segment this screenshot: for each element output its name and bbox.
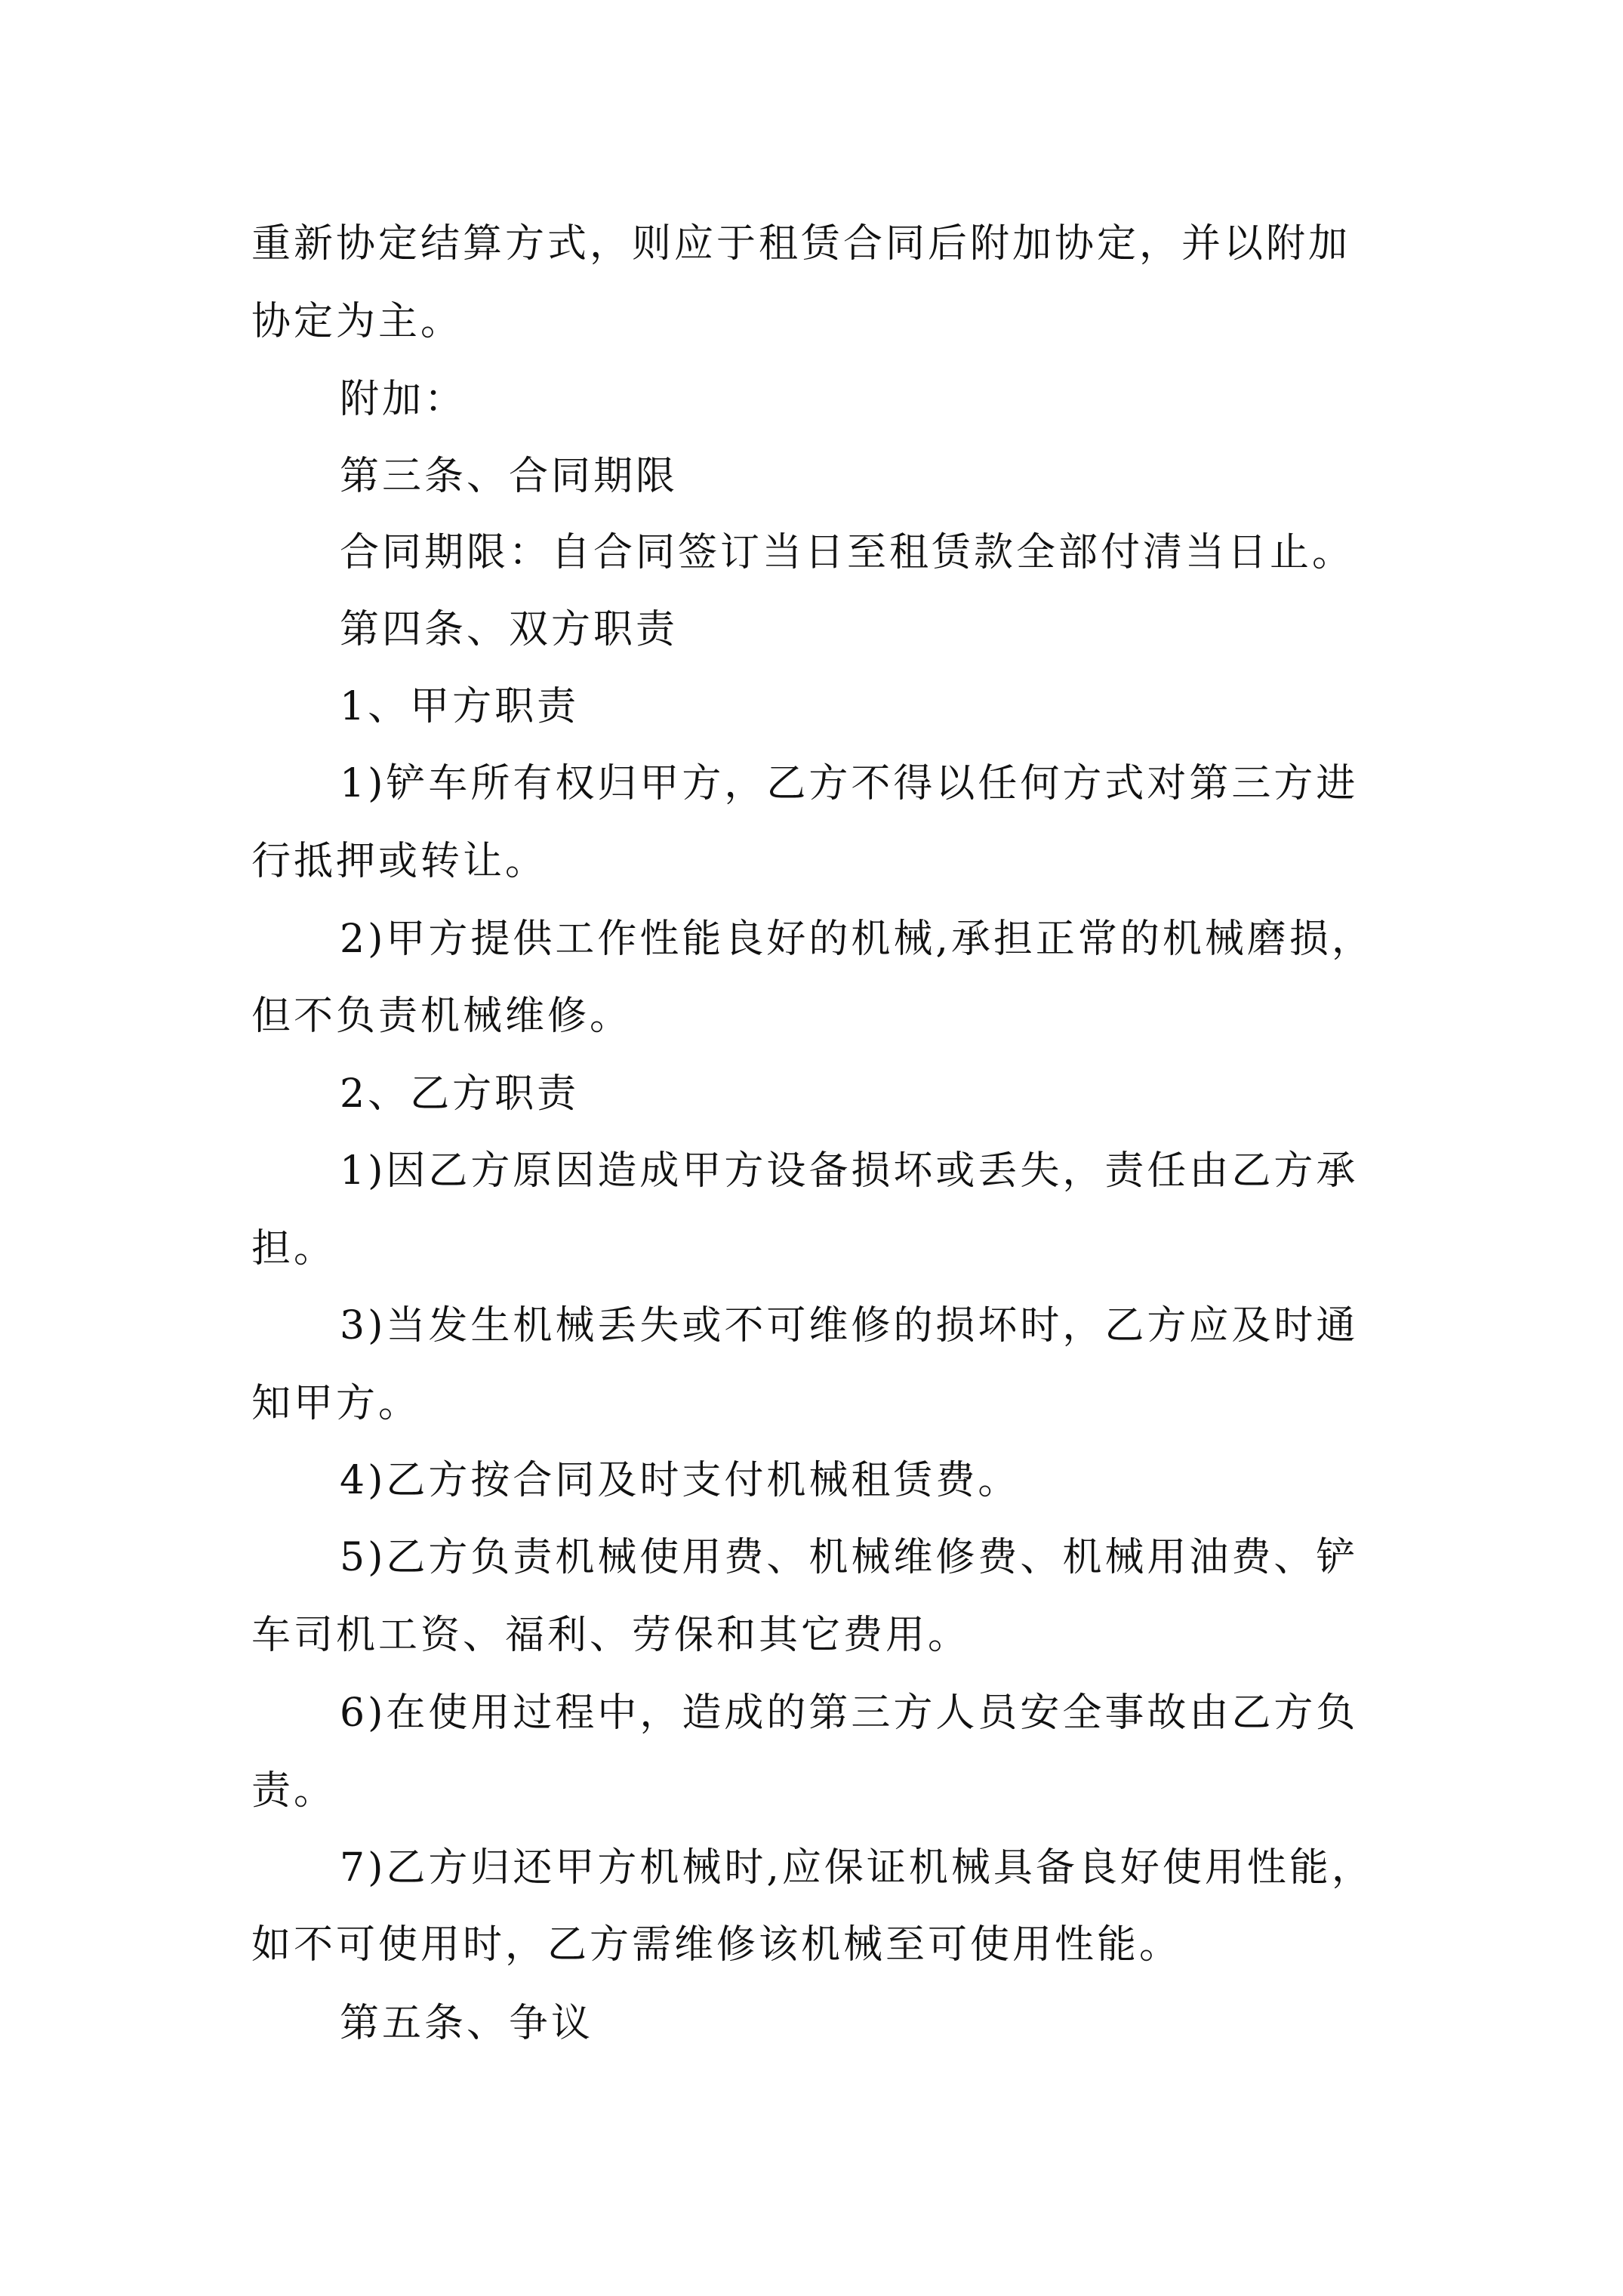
subsection-heading: 2、乙方职责 bbox=[340, 1071, 580, 1117]
subsection-heading: 1、甲方职责 bbox=[340, 684, 580, 729]
text-line: 5)乙方负责机械使用费、机械维修费、机械用油费、铲 bbox=[340, 1535, 1359, 1580]
text-line: 如不可使用时，乙方需维修该机械至可使用性能。 bbox=[251, 1922, 1182, 1968]
text-line: 1)铲车所有权归甲方，乙方不得以任何方式对第三方进 bbox=[340, 761, 1359, 806]
section-heading: 第五条、争议 bbox=[340, 2001, 594, 2046]
text-line: 担。 bbox=[251, 1226, 337, 1271]
section-heading: 第三条、合同期限 bbox=[340, 454, 679, 499]
section-heading: 第四条、双方职责 bbox=[340, 607, 679, 652]
text-line: 合同期限：自合同签订当日至租赁款全部付清当日止。 bbox=[340, 530, 1355, 575]
text-line: 责。 bbox=[251, 1768, 337, 1814]
text-line: 车司机工资、福利、劳保和其它费用。 bbox=[251, 1613, 971, 1658]
text-line: 3)当发生机械丢失或不可维修的损坏时，乙方应及时通 bbox=[340, 1303, 1359, 1348]
text-line: 4)乙方按合同及时支付机械租赁费。 bbox=[340, 1458, 1021, 1503]
text-line: 6)在使用过程中，造成的第三方人员安全事故由乙方负 bbox=[340, 1690, 1359, 1736]
text-line: 但不负责机械维修。 bbox=[251, 994, 633, 1039]
text-line: 知甲方。 bbox=[251, 1381, 421, 1426]
text-line: 附加： bbox=[340, 377, 467, 422]
text-line: 1)因乙方原因造成甲方设备损坏或丢失，责任由乙方承 bbox=[340, 1148, 1359, 1194]
text-line: 7)乙方归还甲方机械时,应保证机械具备良好使用性能， bbox=[340, 1845, 1374, 1891]
text-line: 行抵押或转让。 bbox=[251, 839, 548, 884]
text-line: 2)甲方提供工作性能良好的机械,承担正常的机械磨损， bbox=[340, 917, 1374, 962]
text-line: 协定为主。 bbox=[251, 299, 463, 344]
text-line: 重新协定结算方式，则应于租赁合同后附加协定，并以附加 bbox=[251, 221, 1351, 267]
